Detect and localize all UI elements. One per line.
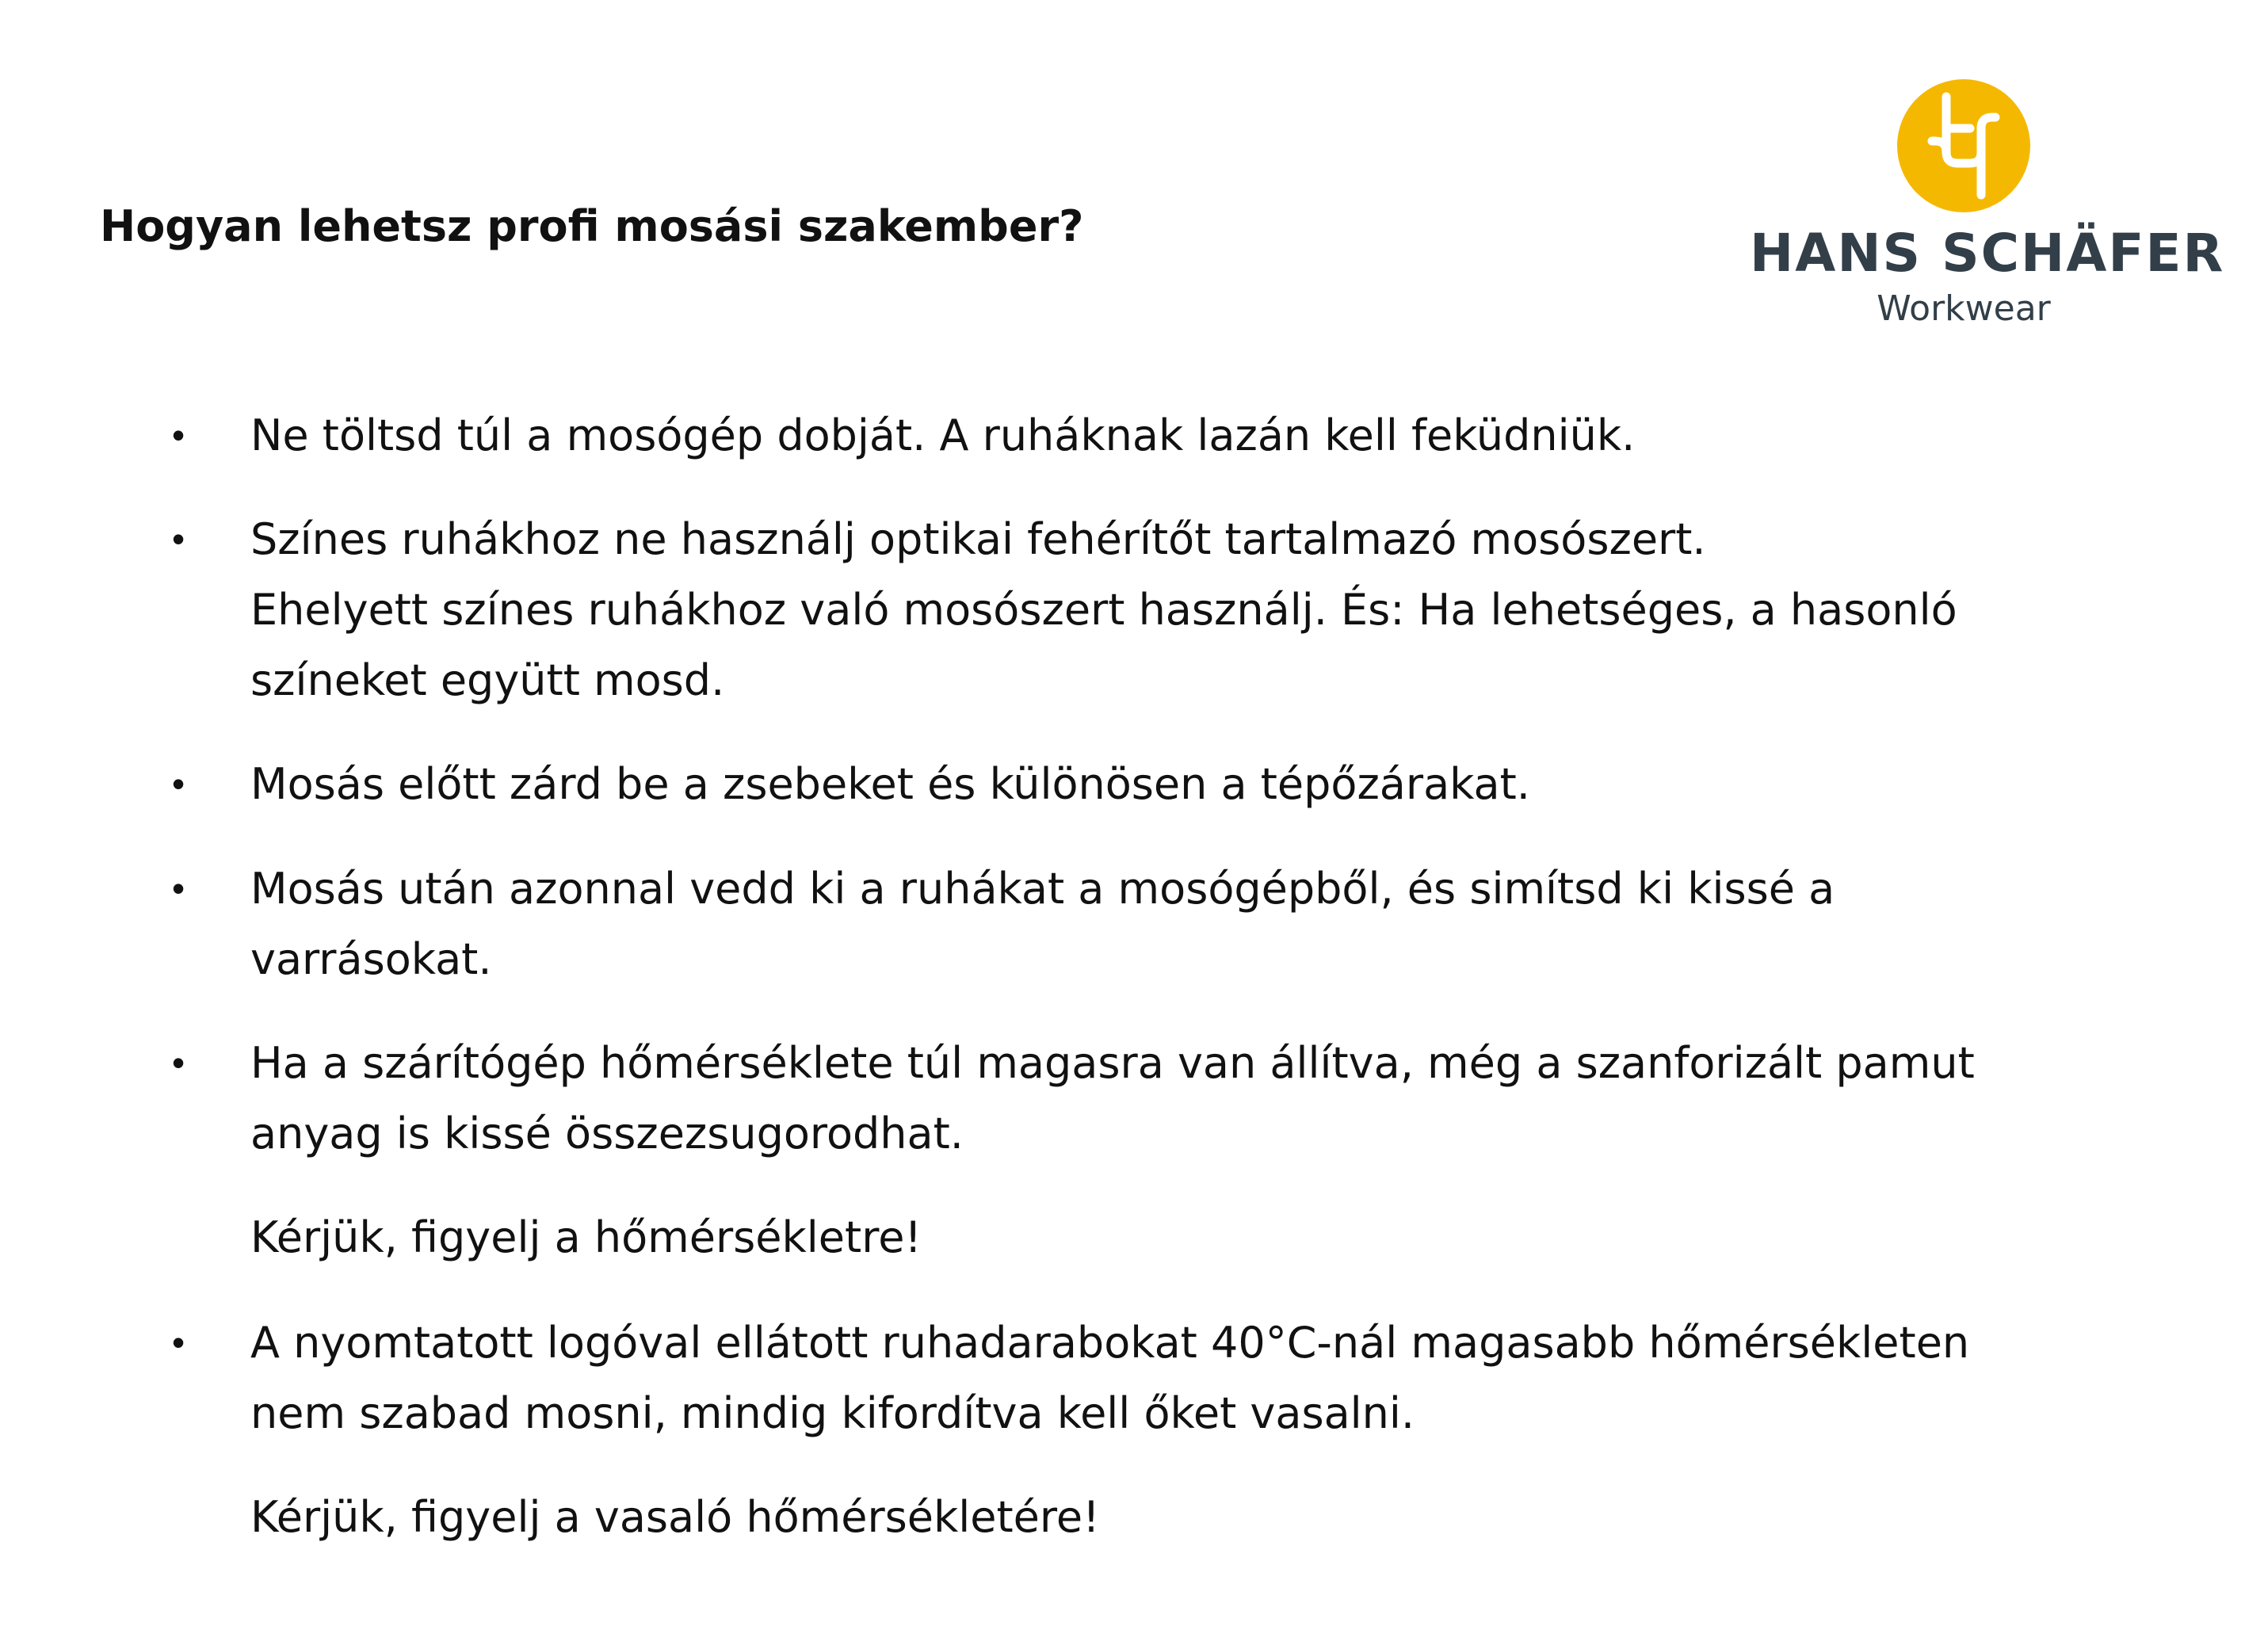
temperature-note: Kérjük, figyelj a hőmérsékletre!	[250, 1212, 922, 1262]
bullet-icon: •	[171, 1042, 185, 1083]
list-item-text: A nyomtatott logóval ellátott ruhadarabokat 40°C-nál magasabb hőmérsékleten nem szabad mosni, mindig kifordítva kell őket vasalni.	[250, 1318, 1970, 1438]
bullet-icon: •	[171, 1322, 185, 1363]
list-item-text: Színes ruhákhoz ne használj optikai fehérítőt tartalmazó mosószert. Ehelyett színes ruhákhoz való mosószert használj. És: Ha lehetséges, a hasonló színeket együtt mosd.	[250, 514, 1957, 705]
page-title: Hogyan lehetsz profi mosási szakember?	[100, 201, 1084, 251]
list-item-text: Mosás előtt zárd be a zsebeket és különösen a tépőzárakat.	[250, 759, 1530, 809]
bullet-icon: •	[171, 518, 185, 559]
logo-subtitle: Workwear	[1877, 288, 2051, 329]
brand-logo	[1750, 79, 2225, 333]
bullet-icon: •	[171, 763, 185, 804]
logo-mark-icon	[1897, 79, 2030, 212]
iron-temperature-note: Kérjük, figyelj a vasaló hőmérsékletére!	[250, 1492, 1100, 1542]
list-item-text: Ha a szárítógép hőmérséklete túl magasra van állítva, még a szanforizált pamut anyag is kissé összezsugorodhat.	[250, 1038, 1975, 1158]
list-item-text: Ne töltsd túl a mosógép dobját. A ruháknak lazán kell feküdniük.	[250, 410, 1636, 460]
bullet-icon: •	[171, 414, 185, 456]
bullet-icon: •	[171, 868, 185, 909]
logo-name: HANS SCHÄFER	[1750, 223, 2225, 284]
list-item-text: Mosás után azonnal vedd ki a ruhákat a mosógépből, és simítsd ki kissé a varrásokat.	[250, 864, 1835, 984]
